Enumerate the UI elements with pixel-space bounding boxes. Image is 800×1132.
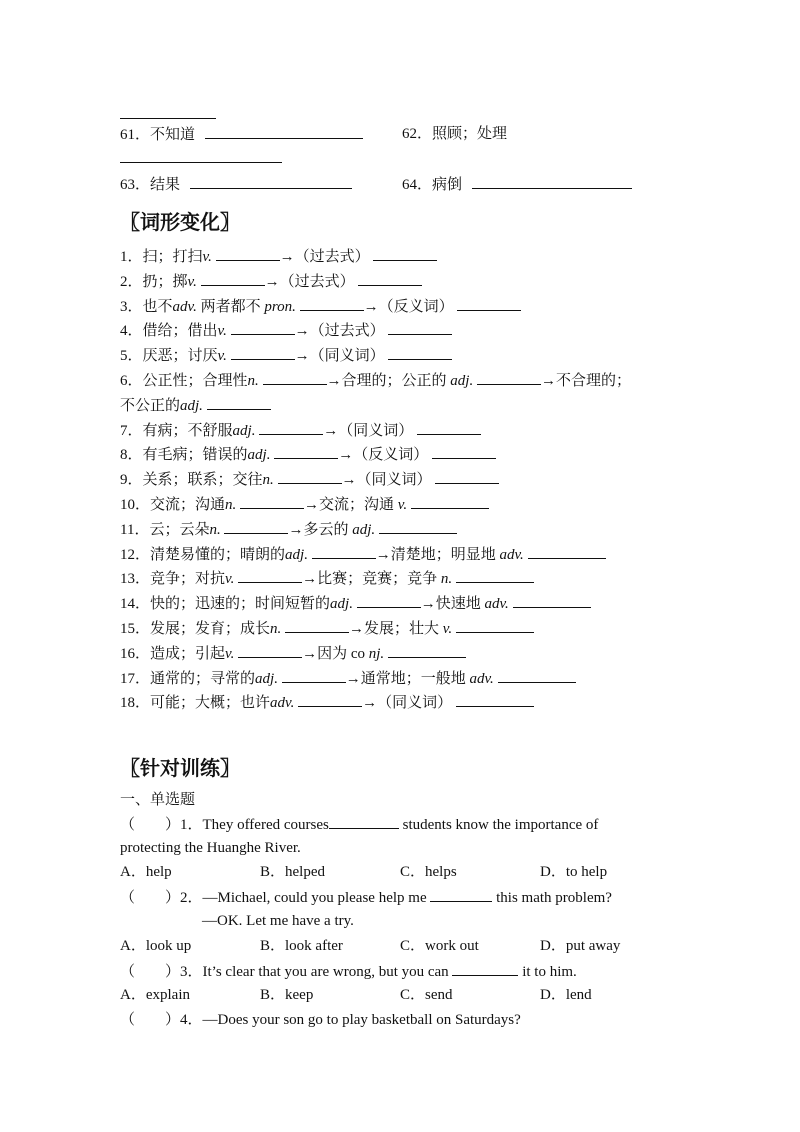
option-c[interactable]: C．work out [400, 938, 479, 954]
question-1-options [120, 862, 680, 882]
answer-blank[interactable] [472, 174, 632, 189]
word-form-item-cont [120, 395, 271, 415]
answer-blank[interactable] [430, 887, 492, 902]
part-of-speech: adj. [180, 397, 203, 414]
answer-blank[interactable] [238, 643, 302, 658]
answer-blank[interactable] [456, 618, 534, 633]
item-meaning: 扫；打扫 [142, 249, 203, 265]
section-heading-practice: 〖针对训练〗 [120, 756, 240, 780]
transform-label: →比赛；竞赛；竞争 [302, 571, 438, 588]
part-of-speech: adj. [255, 670, 278, 687]
transform-label: →不合理的； [540, 373, 631, 389]
transform-label: →交流；沟通 [304, 497, 395, 513]
question-text: —Does your son go to play basketball on Saturdays? [202, 1012, 521, 1028]
part-of-speech: v. [225, 571, 235, 588]
item-meaning: 有病；不舒服 [142, 422, 233, 439]
word-form-item [120, 544, 606, 564]
part-of-speech: adv. [499, 546, 524, 563]
option-a[interactable]: A．help [120, 864, 172, 880]
word-form-item [120, 246, 437, 266]
question-text: It’s clear that you are wrong, but you can [202, 964, 453, 980]
item-meaning: 关系；联系；交往 [142, 472, 263, 489]
transform-label: →（过去式） [264, 273, 355, 290]
question-3-options [120, 985, 680, 1005]
question-number: （ ）4． [120, 1012, 203, 1028]
answer-blank[interactable] [498, 668, 576, 683]
subsection-title: 一、单选题 [120, 792, 196, 808]
item-number: 16． [120, 645, 151, 662]
option-d[interactable]: D．put away [540, 938, 621, 954]
part-of-speech: n. [247, 373, 259, 389]
item-number: 14． [120, 596, 151, 613]
part-of-speech: v. [397, 497, 408, 513]
part-of-speech: adj. [247, 447, 271, 464]
answer-blank[interactable] [417, 420, 481, 435]
word-form-item [120, 420, 481, 440]
word-form-item [120, 568, 534, 588]
item-meaning: 不公正的 [120, 397, 181, 414]
item-number: 13． [120, 571, 151, 588]
answer-blank[interactable] [388, 643, 466, 658]
option-d[interactable]: D．lend [540, 987, 592, 1003]
answer-blank[interactable] [388, 345, 452, 360]
part-of-speech: v. [225, 645, 235, 662]
part-of-speech: nj. [368, 645, 385, 662]
item-meaning: 发展；发育；成长 [150, 621, 271, 637]
word-form-item [120, 519, 457, 539]
vocab-label: 61．不知道 [120, 127, 196, 143]
part-of-speech: v. [202, 249, 212, 265]
transform-label: →（过去式） [294, 323, 385, 340]
question-2-options [120, 936, 680, 956]
item-number: 10． [120, 497, 151, 513]
part-of-speech: n. [270, 621, 282, 637]
transform-label: →合理的；公正的 [326, 373, 447, 389]
item-number: 12． [120, 546, 151, 563]
word-form-item [120, 271, 422, 291]
item-number: 17． [120, 670, 151, 687]
vocab-item-61 [120, 124, 363, 144]
blank-line [120, 104, 216, 124]
vocab-label: 63．结果 [120, 177, 181, 193]
word-form-item [120, 469, 499, 489]
option-c[interactable]: C．send [400, 987, 453, 1003]
part-of-speech: v. [217, 323, 227, 340]
word-form-item [120, 593, 591, 613]
item-number: 1． [120, 249, 143, 265]
answer-blank[interactable] [357, 593, 421, 608]
answer-blank[interactable] [432, 444, 496, 459]
part-of-speech: adj. [285, 546, 308, 563]
answer-blank[interactable] [452, 961, 518, 976]
item-number: 3． [120, 298, 143, 315]
option-a[interactable]: A．look up [120, 938, 192, 954]
answer-blank[interactable] [388, 320, 452, 335]
section-heading-word-forms: 〖词形变化〗 [120, 210, 240, 234]
answer-blank[interactable] [477, 370, 541, 385]
answer-blank[interactable] [411, 494, 489, 509]
option-b[interactable]: B．helped [260, 864, 325, 880]
part-of-speech: adj. [232, 422, 256, 439]
answer-blank[interactable] [224, 519, 288, 534]
item-number: 11． [120, 521, 150, 538]
item-meaning: 也不 [142, 298, 173, 315]
answer-blank[interactable] [312, 544, 376, 559]
answer-blank[interactable] [528, 544, 606, 559]
part-of-speech: v. [217, 348, 227, 365]
item-number: 4． [120, 323, 143, 340]
answer-blank[interactable] [456, 568, 534, 583]
answer-blank[interactable] [201, 271, 265, 286]
word-form-item [120, 618, 534, 638]
answer-blank[interactable] [274, 444, 338, 459]
item-meaning: 可能；大概；也许 [150, 695, 271, 712]
vocab-label: 62．照顾；处理 [402, 126, 508, 142]
item-number: 8． [120, 447, 143, 464]
item-number: 15． [120, 621, 151, 637]
transform-label: →（同义词） [323, 422, 414, 439]
item-meaning: 两者都不 [196, 298, 261, 315]
vocab-item-63 [120, 174, 352, 194]
answer-blank[interactable] [285, 618, 349, 633]
transform-label: →快速地 [420, 596, 481, 613]
part-of-speech: n. [440, 571, 453, 588]
transform-label: →因为 co [302, 645, 365, 662]
item-number: 9． [120, 472, 143, 489]
item-meaning: 造成；引起 [150, 645, 226, 662]
transform-label: →（同义词） [362, 695, 453, 712]
transform-label: →（反义词） [363, 298, 454, 315]
item-meaning: 清楚易懂的；晴朗的 [150, 546, 286, 563]
word-form-item [120, 668, 576, 688]
transform-label: →（同义词） [294, 348, 385, 365]
answer-blank[interactable] [457, 296, 521, 311]
word-form-item [120, 320, 452, 340]
transform-label: →（反义词） [338, 447, 429, 464]
word-form-item [120, 444, 496, 464]
part-of-speech: adv. [270, 695, 295, 712]
answer-blank[interactable] [205, 124, 363, 139]
item-number: 5． [120, 348, 143, 365]
question-1-cont: protecting the Huanghe River. [120, 840, 301, 856]
answer-blank[interactable] [278, 469, 342, 484]
question-text: this math problem? [492, 890, 612, 906]
item-meaning: 公正性；合理性 [142, 373, 248, 389]
word-form-item [120, 370, 631, 390]
word-form-item [120, 494, 489, 514]
item-meaning: 扔；掷 [142, 273, 188, 290]
item-meaning: 云；云朵 [149, 521, 210, 538]
question-2 [120, 887, 612, 907]
part-of-speech: v. [442, 621, 453, 637]
word-form-item [120, 345, 452, 365]
vocab-label: 64．病倒 [402, 177, 463, 193]
part-of-speech: adj. [330, 596, 353, 613]
part-of-speech: adv. [484, 596, 509, 613]
answer-blank[interactable] [240, 494, 304, 509]
part-of-speech: adv. [469, 670, 494, 687]
word-form-item [120, 692, 534, 712]
item-meaning: 厌恶；讨厌 [142, 348, 218, 365]
transform-label: →（同义词） [341, 472, 432, 489]
question-3 [120, 961, 577, 981]
item-number: 6． [120, 373, 143, 389]
answer-blank[interactable] [379, 519, 457, 534]
item-number: 2． [120, 273, 143, 290]
answer-blank[interactable] [259, 420, 323, 435]
part-of-speech: v. [187, 273, 197, 290]
item-meaning: 有毛病；错误的 [142, 447, 248, 464]
transform-label: →清楚地；明显地 [375, 546, 496, 563]
item-meaning: 借给；借出 [142, 323, 218, 340]
question-4 [120, 1010, 521, 1030]
answer-blank[interactable] [435, 469, 499, 484]
option-a[interactable]: A．explain [120, 987, 190, 1003]
part-of-speech: n. [262, 472, 274, 489]
transform-label: →发展；壮大 [349, 621, 440, 637]
option-d[interactable]: D．to help [540, 864, 608, 880]
word-form-item [120, 296, 521, 316]
question-2-cont: —OK. Let me have a try. [202, 913, 354, 929]
question-text: students know the importance of [398, 817, 599, 833]
item-meaning: 通常的；寻常的 [150, 670, 256, 687]
answer-blank[interactable] [300, 296, 364, 311]
question-number: （ ）2． [120, 890, 203, 906]
transform-label: →多云的 [288, 521, 349, 538]
answer-blank[interactable] [207, 395, 271, 410]
question-text: it to him. [518, 964, 577, 980]
part-of-speech: adj. [450, 373, 474, 389]
part-of-speech: n. [225, 497, 237, 513]
option-b[interactable]: B．keep [260, 987, 314, 1003]
transform-label: →通常地；一般地 [345, 670, 466, 687]
question-number: （ ）1． [120, 817, 203, 833]
item-meaning: 竞争；对抗 [150, 571, 226, 588]
answer-blank[interactable] [238, 568, 302, 583]
option-c[interactable]: C．helps [400, 864, 457, 880]
answer-blank[interactable] [358, 271, 422, 286]
answer-blank[interactable] [329, 814, 399, 829]
answer-blank[interactable] [513, 593, 591, 608]
part-of-speech: n. [209, 521, 221, 538]
answer-blank[interactable] [231, 345, 295, 360]
question-text: They offered courses [202, 817, 329, 833]
option-b[interactable]: B．look after [260, 938, 343, 954]
item-meaning: 交流；沟通 [150, 497, 226, 513]
answer-blank[interactable] [231, 320, 295, 335]
part-of-speech: adv. [172, 298, 197, 315]
vocab-item-64 [402, 174, 632, 195]
item-number: 7． [120, 422, 143, 439]
question-1 [120, 814, 598, 834]
answer-blank[interactable] [263, 370, 327, 385]
answer-blank[interactable] [373, 246, 437, 261]
answer-blank[interactable] [298, 692, 362, 707]
word-form-item [120, 643, 466, 663]
item-number: 18． [120, 695, 151, 712]
part-of-speech: adj. [352, 521, 376, 538]
blank-line[interactable] [120, 148, 282, 168]
item-meaning: 快的；迅速的；时间短暂的 [150, 596, 331, 613]
part-of-speech: pron. [264, 298, 296, 315]
answer-blank[interactable] [456, 692, 534, 707]
answer-blank[interactable] [282, 668, 346, 683]
answer-blank[interactable] [190, 174, 352, 189]
answer-blank[interactable] [216, 246, 280, 261]
transform-label: →（过去式） [279, 249, 370, 265]
question-number: （ ）3． [120, 964, 203, 980]
vocab-item-62 [402, 124, 507, 144]
question-text: —Michael, could you please help me [202, 890, 431, 906]
